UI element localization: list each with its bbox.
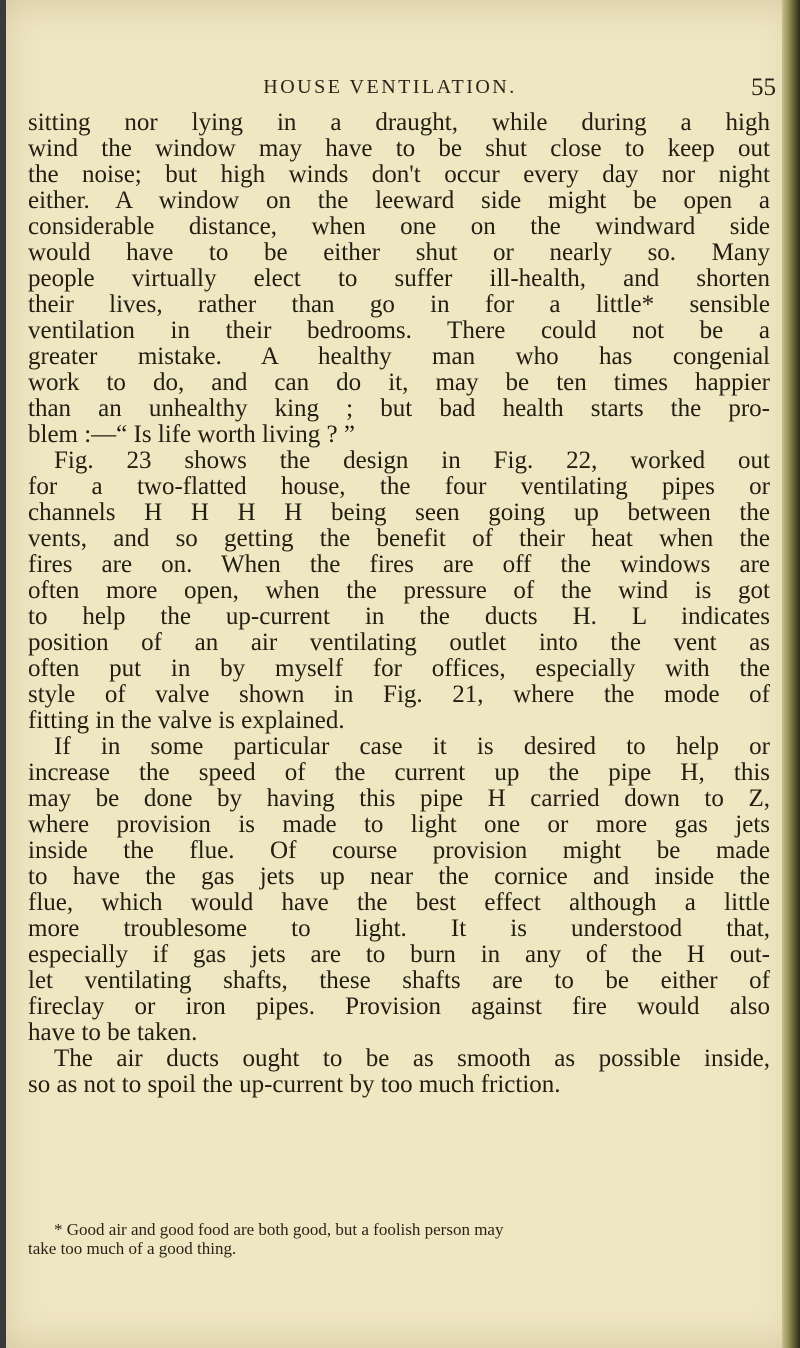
text-line: often more open, when the pressure of the wind is got xyxy=(28,577,770,604)
text-line: than an unhealthy king ; but bad health starts the pro- xyxy=(28,395,770,422)
body-text xyxy=(28,110,770,1098)
text-line: especially if gas jets are to burn in any of the H out- xyxy=(28,941,770,968)
page-number: 55 xyxy=(751,74,776,101)
text-line: greater mistake. A healthy man who has congenial xyxy=(28,343,770,370)
text-line: may be done by having this pipe H carried down to Z, xyxy=(28,785,770,812)
text-line: flue, which would have the best effect although a little xyxy=(28,889,770,916)
text-line: increase the speed of the current up the pipe H, this xyxy=(28,759,770,786)
text-line: position of an air ventilating outlet into the vent as xyxy=(28,629,770,656)
text-line: the noise; but high winds don't occur every day nor night xyxy=(28,161,770,188)
text-line: fires are on. When the fires are off the windows are xyxy=(28,551,770,578)
text-line: Fig. 23 shows the design in Fig. 22, worked out xyxy=(54,447,770,474)
page-left-edge-shadow xyxy=(0,0,6,1348)
text-line: let ventilating shafts, these shafts are to be either of xyxy=(28,967,770,994)
text-line: either. A window on the leeward side might be open a xyxy=(28,187,770,214)
text-line: their lives, rather than go in for a little* sensible xyxy=(28,291,770,318)
footnote-line: * Good air and good food are both good, but a foolish person may xyxy=(54,1220,504,1239)
text-line: fitting in the valve is explained. xyxy=(28,707,345,734)
page-right-edge-binding xyxy=(782,0,800,1348)
text-line: ventilation in their bedrooms. There could not be a xyxy=(28,317,770,344)
footnote xyxy=(28,1220,770,1258)
text-line: blem :—“ Is life worth living ? ” xyxy=(28,421,356,448)
text-line: for a two-flatted house, the four ventilating pipes or xyxy=(28,473,770,500)
text-line: to have the gas jets up near the cornice and inside the xyxy=(28,863,770,890)
text-line: vents, and so getting the benefit of their heat when the xyxy=(28,525,770,552)
footnote-line: take too much of a good thing. xyxy=(28,1239,237,1258)
text-line: have to be taken. xyxy=(28,1019,198,1046)
running-head xyxy=(20,58,776,101)
text-line: would have to be either shut or nearly so. Many xyxy=(28,239,770,266)
text-line: fireclay or iron pipes. Provision against fire would also xyxy=(28,993,770,1020)
text-line: more troublesome to light. It is understood that, xyxy=(28,915,770,942)
text-line: wind the window may have to be shut close to keep out xyxy=(28,135,770,162)
text-line: sitting nor lying in a draught, while during a high xyxy=(28,109,770,136)
text-line: channels H H H H being seen going up between the xyxy=(28,499,770,526)
text-line: so as not to spoil the up-current by too much friction. xyxy=(28,1071,561,1098)
text-line: considerable distance, when one on the windward side xyxy=(28,213,770,240)
text-line: where provision is made to light one or more gas jets xyxy=(28,811,770,838)
text-line: If in some particular case it is desired to help or xyxy=(54,733,770,760)
text-line: inside the flue. Of course provision might be made xyxy=(28,837,770,864)
text-line: style of valve shown in Fig. 21, where the mode of xyxy=(28,681,770,708)
running-title: HOUSE VENTILATION. xyxy=(263,76,517,98)
text-line: people virtually elect to suffer ill-health, and shorten xyxy=(28,265,770,292)
text-line: The air ducts ought to be as smooth as possible inside, xyxy=(54,1045,770,1072)
text-line: work to do, and can do it, may be ten times happier xyxy=(28,369,770,396)
text-line: to help the up-current in the ducts H. L indicates xyxy=(28,603,770,630)
text-line: often put in by myself for offices, especially with the xyxy=(28,655,770,682)
